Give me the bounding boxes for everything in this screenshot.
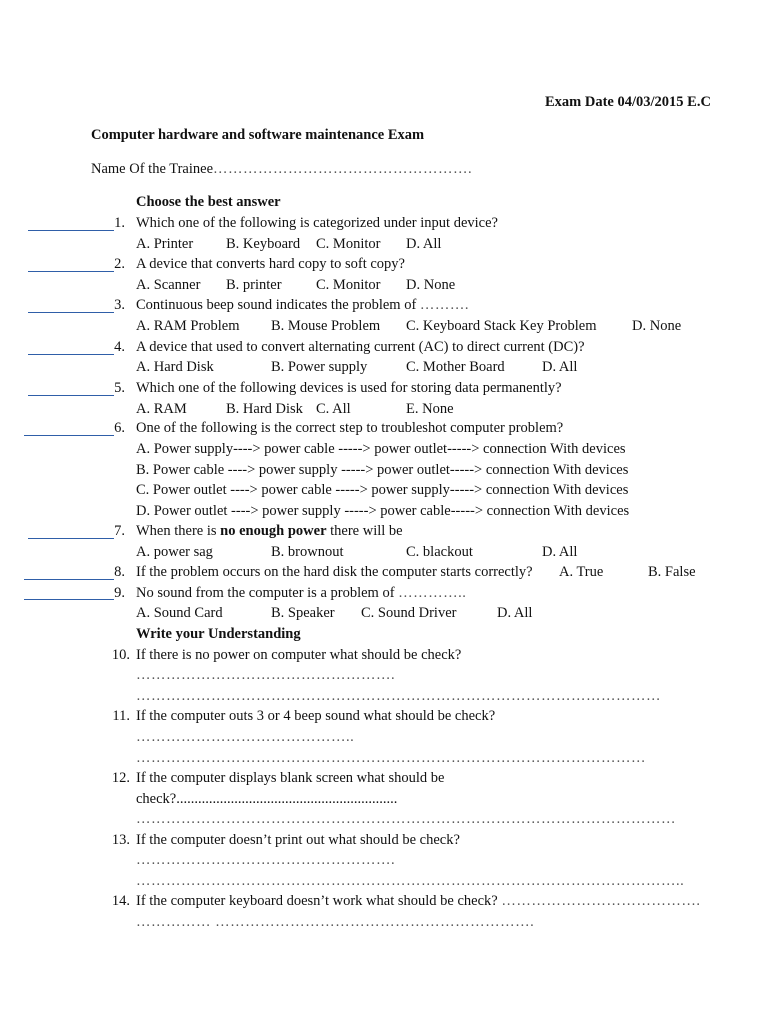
option: A. RAM bbox=[136, 401, 187, 417]
option: D. All bbox=[542, 359, 578, 375]
option: D. All bbox=[542, 544, 578, 560]
trainee-name-label: Name Of the Trainee bbox=[91, 161, 214, 177]
question-text: If there is no power on computer what should be check? bbox=[136, 647, 462, 663]
option: A. Printer bbox=[136, 236, 194, 252]
option: B. printer bbox=[226, 277, 282, 293]
option: B. Mouse Problem bbox=[271, 318, 381, 334]
option: B. brownout bbox=[271, 544, 344, 560]
option: C. Keyboard Stack Key Problem bbox=[406, 318, 597, 334]
option: B. Keyboard bbox=[226, 236, 301, 252]
question-number: 9. bbox=[114, 585, 125, 601]
question-number: 1. bbox=[114, 215, 125, 231]
option: A. Hard Disk bbox=[136, 359, 214, 375]
option: D. None bbox=[406, 277, 456, 293]
answer-line[interactable]: ………………………………………………………………………………………… bbox=[136, 750, 646, 766]
option: A. power sag bbox=[136, 544, 213, 560]
option: A. RAM Problem bbox=[136, 318, 240, 334]
answer-line[interactable]: ……………………………………………………………………………………………… bbox=[136, 811, 676, 827]
question-text: If the computer outs 3 or 4 beep sound what should be check? bbox=[136, 708, 496, 724]
option: A. Scanner bbox=[136, 277, 201, 293]
question-number: 2. bbox=[114, 256, 125, 272]
answer-line[interactable]: …………………………………………………………………………………………… bbox=[136, 688, 661, 704]
question-number: 7. bbox=[114, 523, 125, 539]
option: D. All bbox=[497, 605, 533, 621]
option: D. All bbox=[406, 236, 442, 252]
fill-dots: ………….. bbox=[398, 585, 467, 601]
answer-line[interactable]: …………………………………….. bbox=[136, 729, 355, 745]
exam-date: Exam Date 04/03/2015 E.C bbox=[545, 94, 711, 110]
question-text: If the computer displays blank screen what should be bbox=[136, 770, 445, 786]
trainee-name-row bbox=[91, 160, 472, 178]
option: B. Power cable ----> power supply -----> power outlet-----> connection With devices bbox=[136, 462, 629, 478]
option: E. None bbox=[406, 401, 454, 417]
question-number: 6. bbox=[114, 420, 125, 436]
option: C. blackout bbox=[406, 544, 473, 560]
question-number: 13. bbox=[111, 832, 130, 848]
trainee-name-dots[interactable]: ……………………………………………. bbox=[213, 161, 473, 177]
question-row bbox=[136, 522, 403, 540]
fill-dots: ………. bbox=[419, 297, 470, 313]
question-text: If the computer keyboard doesn’t work what should be check? bbox=[136, 893, 498, 909]
question-text: Which one of the following devices is used for storing data permanently? bbox=[136, 380, 562, 396]
question-row bbox=[136, 296, 469, 314]
question-text: there will be bbox=[326, 523, 403, 539]
answer-line[interactable]: …………… ………………………………………………………. bbox=[136, 914, 535, 930]
question-text: A device that used to convert alternating current (AC) to direct current (DC)? bbox=[136, 339, 585, 355]
section-heading-write: Write your Understanding bbox=[136, 626, 301, 642]
exam-title: Computer hardware and software maintenance Exam bbox=[91, 127, 425, 143]
option: B. Hard Disk bbox=[226, 401, 303, 417]
option: C. Power outlet ----> power cable -----> power supply-----> connection With devices bbox=[136, 482, 629, 498]
question-text: A device that converts hard copy to soft copy? bbox=[136, 256, 405, 272]
option: C. Monitor bbox=[316, 236, 381, 252]
question-text: No sound from the computer is a problem of bbox=[136, 585, 395, 601]
question-number: 11. bbox=[112, 708, 130, 724]
option: A. Sound Card bbox=[136, 605, 223, 621]
option: C. Monitor bbox=[316, 277, 381, 293]
question-number: 5. bbox=[114, 380, 125, 396]
question-text: If the problem occurs on the hard disk the computer starts correctly? bbox=[136, 564, 533, 580]
section-heading-choose: Choose the best answer bbox=[136, 194, 281, 210]
answer-line[interactable]: …………………………………. bbox=[501, 893, 701, 909]
option: C. Mother Board bbox=[406, 359, 505, 375]
option: C. All bbox=[316, 401, 351, 417]
question-number: 12. bbox=[111, 770, 130, 786]
option: B. False bbox=[648, 564, 696, 580]
question-text: When there is bbox=[136, 523, 221, 539]
question-row bbox=[136, 584, 466, 602]
question-text: Continuous beep sound indicates the problem of bbox=[136, 297, 417, 313]
question-number: 4. bbox=[114, 339, 125, 355]
question-number: 8. bbox=[114, 564, 125, 580]
answer-line[interactable]: ……………………………………………………………………………………………….. bbox=[136, 873, 685, 889]
option: A. Power supply----> power cable -----> power outlet-----> connection With devices bbox=[136, 441, 626, 457]
question-text: If the computer doesn’t print out what should be check? bbox=[136, 832, 460, 848]
option: B. Speaker bbox=[271, 605, 335, 621]
option: D. Power outlet ----> power supply -----> power cable-----> connection With devices bbox=[136, 503, 630, 519]
question-number: 14. bbox=[111, 893, 130, 909]
option: A. True bbox=[559, 564, 604, 580]
question-text: Which one of the following is categorized under input device? bbox=[136, 215, 498, 231]
question-number: 3. bbox=[114, 297, 125, 313]
question-number: 10. bbox=[111, 647, 130, 663]
answer-line[interactable]: ……………………………………………. bbox=[136, 852, 396, 868]
option: D. None bbox=[632, 318, 682, 334]
option: B. Power supply bbox=[271, 359, 368, 375]
answer-line[interactable]: ……………………………………………. bbox=[136, 667, 396, 683]
answer-line[interactable]: check?............................................................. bbox=[136, 791, 398, 807]
question-row bbox=[136, 892, 700, 910]
option: C. Sound Driver bbox=[361, 605, 457, 621]
question-text: One of the following is the correct step to troubleshot computer problem? bbox=[136, 420, 564, 436]
question-emphasis: no enough power bbox=[220, 523, 327, 539]
